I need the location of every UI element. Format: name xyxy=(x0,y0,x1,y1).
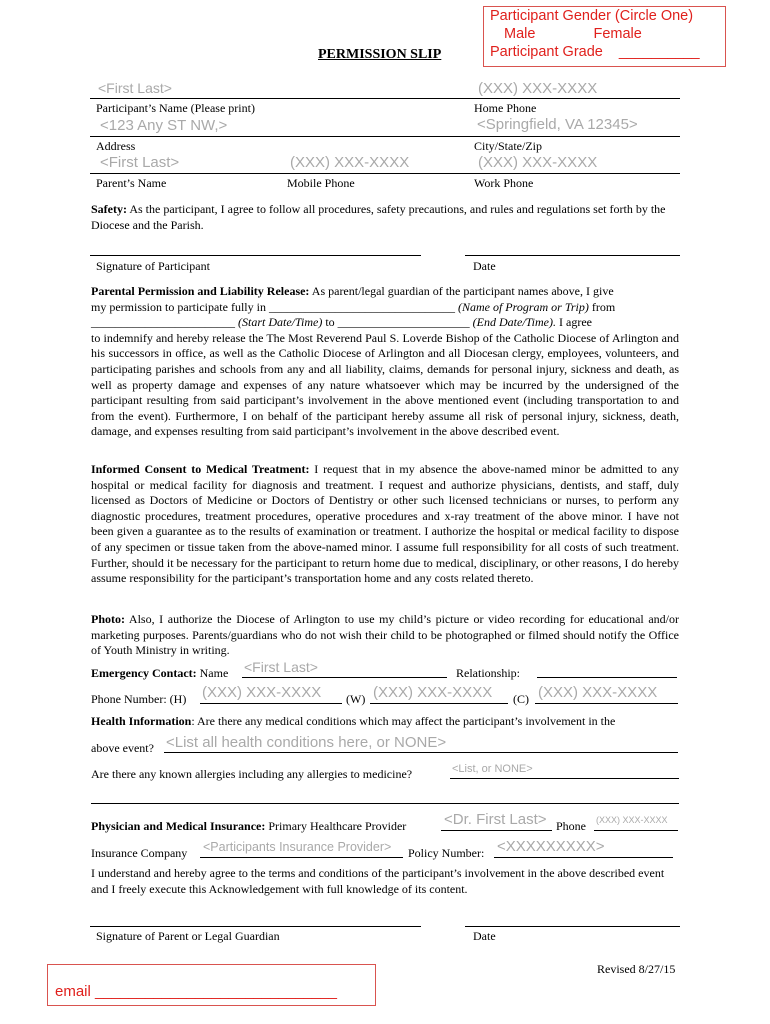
policy-label: Policy Number: xyxy=(408,846,485,860)
relationship-field[interactable] xyxy=(537,677,677,678)
gender-title: Participant Gender (Circle One) xyxy=(490,8,694,24)
allergy-label: Are there any known allergies including any allergies to medicine? xyxy=(91,767,413,781)
guardian-date-label: Date xyxy=(473,929,496,943)
medical-heading: Informed Consent to Medical Treatment: xyxy=(91,462,310,476)
emergency-cell-phone-field[interactable]: (XXX) XXX-XXXX xyxy=(538,684,658,701)
physician-row: Physician and Medical Insurance: Primary Healthcare Provider xyxy=(91,819,407,833)
participant-name-label: Participant’s Name (Please print) xyxy=(96,101,255,115)
email-box xyxy=(47,964,376,1006)
release-heading: Parental Permission and Liability Release: xyxy=(91,284,310,298)
parent-name-label: Parent’s Name xyxy=(96,176,167,190)
home-phone-field[interactable]: (XXX) XXX-XXXX xyxy=(478,80,598,97)
end-date-field[interactable]: ______________________ xyxy=(337,315,470,330)
health-heading: Health Information xyxy=(91,714,192,728)
email-label: email xyxy=(55,983,91,1000)
address-label: Address xyxy=(96,139,136,153)
safety-heading: Safety: xyxy=(91,202,127,216)
emergency-home-phone-line xyxy=(200,703,342,704)
emergency-work-phone-line xyxy=(370,703,508,704)
release-paragraph xyxy=(91,284,679,440)
medical-text: I request that in my absence the above-named minor be admitted to any hospital or medical facility for diagnosis and treatment. I request and authorize physicians, dentists, and staff, duly licensed as Doctors of Medicine or Doctors of Dentistry or other such licensed technicians or nurses, to perform any diagnostic procedures, treatment procedures, operative procedures and x-ray treatment of the above minor. I have not been given a guarantee as to the results of examination or treatment. I authorize the hospital or medical facility to dispose of any specimen or tissue taken from the above-named minor. I assume full responsibility for all costs of such treatment. Further, should it be necessary for the participant to return home due to medical, disciplinary, or other reasons, I do hereby assume responsibility for the participant’s transportation home and any costs related thereto. xyxy=(91,462,680,586)
emergency-work-label: (W) xyxy=(346,692,366,706)
gender-options xyxy=(484,25,725,43)
policy-line xyxy=(494,857,673,858)
insurance-field[interactable]: <Participants Insurance Provider> xyxy=(203,840,392,854)
email-field[interactable]: _____________________________ xyxy=(95,983,337,1000)
emergency-home-phone-field[interactable]: (XXX) XXX-XXXX xyxy=(202,684,322,701)
emergency-phone-label: Phone Number: (H) xyxy=(91,692,187,706)
emergency-work-phone-field[interactable]: (XXX) XXX-XXXX xyxy=(373,684,493,701)
emergency-cell-label: (C) xyxy=(513,692,529,706)
allergy-extra-line[interactable] xyxy=(91,803,679,804)
health-question: Health Information: Are there any medical conditions which may affect the participant’s involvement in the xyxy=(91,714,616,728)
emergency-cell-phone-line xyxy=(535,703,678,704)
photo-heading: Photo: xyxy=(91,612,125,626)
emergency-name-line xyxy=(242,677,447,678)
release-line-3: ________________________ (Start Date/Time) to ______________________ (End Date/Time). I agree xyxy=(91,315,592,330)
emergency-contact-row: Emergency Contact: Name xyxy=(91,666,229,680)
release-line-2: my permission to participate fully in _______________________________ (Name of Program or Trip) from xyxy=(91,299,616,314)
gender-female-option[interactable]: Female xyxy=(593,26,642,42)
photo-paragraph xyxy=(91,612,679,659)
insurance-label: Insurance Company xyxy=(91,846,188,860)
participant-name-rule xyxy=(90,98,680,99)
physician-phone-label: Phone xyxy=(556,819,586,833)
gender-grade-box xyxy=(483,6,726,67)
above-event-label: above event? xyxy=(91,741,154,755)
parent-rule xyxy=(90,173,680,174)
medical-consent-paragraph xyxy=(91,462,679,587)
address-rule xyxy=(90,136,680,137)
guardian-signature-label: Signature of Parent or Legal Guardian xyxy=(96,929,280,943)
health-conditions-line xyxy=(164,752,678,753)
participant-date-label: Date xyxy=(473,259,496,273)
mobile-phone-field[interactable]: (XXX) XXX-XXXX xyxy=(290,154,410,171)
relationship-label: Relationship: xyxy=(456,666,520,680)
city-state-zip-field[interactable]: <Springfield, VA 12345> xyxy=(477,116,638,133)
start-date-field[interactable]: ________________________ xyxy=(91,315,235,330)
health-conditions-field[interactable]: <List all health conditions here, or NONE> xyxy=(166,734,447,751)
work-phone-label: Work Phone xyxy=(474,176,534,190)
revised-date: Revised 8/27/15 xyxy=(597,962,676,976)
release-body: to indemnify and hereby release the The Most Reverend Paul S. Loverde Bishop of the Catholic Diocese of Arlington and his successors in office, as well as the Catholic Diocese of Arlington and all Diocesan clergy, employees, volunteers, and participating parishes and schools from any and all liability, claims, demands for personal injury, sickness and death, as well as property damage and expenses of any nature whatsoever which may be incurred by the undersigned of the participant resulting from said participant’s involvement in the above mentioned event (including transportation to and from the event). Furthermore, I on behalf of the participant hereby assume all risk of personal injury, sickness, death, damage, and expenses resulting from said participant’s involvement in the above described event. xyxy=(91,330,679,439)
physician-phone-line xyxy=(594,830,678,831)
participant-signature-label: Signature of Participant xyxy=(96,259,210,273)
guardian-date-line[interactable] xyxy=(465,926,680,927)
insurance-line xyxy=(200,857,403,858)
gender-male-option[interactable]: Male xyxy=(504,26,536,42)
participant-date-line[interactable] xyxy=(465,255,680,256)
allergy-field[interactable]: <List, or NONE> xyxy=(452,763,533,775)
closing-paragraph: I understand and hereby agree to the terms and conditions of the participant’s involvement in the above described event and I freely execute this Acknowledgement with full knowledge of its content. xyxy=(91,866,665,896)
participant-signature-line[interactable] xyxy=(90,255,421,256)
program-name-field[interactable]: _______________________________ xyxy=(268,299,455,314)
parent-name-field[interactable]: <First Last> xyxy=(100,154,180,171)
page-title: PERMISSION SLIP xyxy=(318,47,442,62)
policy-field[interactable]: <XXXXXXXXX> xyxy=(497,838,605,855)
release-line-1: Parental Permission and Liability Release: As parent/legal guardian of the participant names above, I give xyxy=(91,284,614,298)
grade-field[interactable]: __________ xyxy=(618,44,700,60)
participant-name-field[interactable]: <First Last> xyxy=(98,80,172,96)
physician-heading: Physician and Medical Insurance: xyxy=(91,819,266,833)
home-phone-label: Home Phone xyxy=(474,101,537,115)
email-row xyxy=(55,983,337,1000)
physician-line xyxy=(441,830,552,831)
mobile-phone-label: Mobile Phone xyxy=(287,176,355,190)
physician-field[interactable]: <Dr. First Last> xyxy=(444,811,547,828)
grade-label: Participant Grade xyxy=(490,44,603,60)
address-field[interactable]: <123 Any ST NW,> xyxy=(100,117,228,134)
emergency-name-field[interactable]: <First Last> xyxy=(244,659,318,675)
physician-phone-field[interactable]: (XXX) XXX-XXXX xyxy=(596,815,668,825)
guardian-signature-line[interactable] xyxy=(90,926,421,927)
photo-text: Also, I authorize the Diocese of Arlington to use my child’s picture or video recording for educational and/or marketing purposes. Parents/guardians who do not wish their child to be photographed or filmed should notify the Office of Youth Ministry in writing. xyxy=(91,612,679,658)
emergency-heading: Emergency Contact: xyxy=(91,666,197,680)
allergy-line xyxy=(450,778,679,779)
safety-text: As the participant, I agree to follow all procedures, safety precautions, and rules and regulations set forth by the Diocese and the Parish. xyxy=(91,202,666,232)
grade-row xyxy=(484,43,725,61)
city-state-zip-label: City/State/Zip xyxy=(474,139,542,153)
safety-paragraph xyxy=(91,202,679,233)
work-phone-field[interactable]: (XXX) XXX-XXXX xyxy=(478,154,598,171)
